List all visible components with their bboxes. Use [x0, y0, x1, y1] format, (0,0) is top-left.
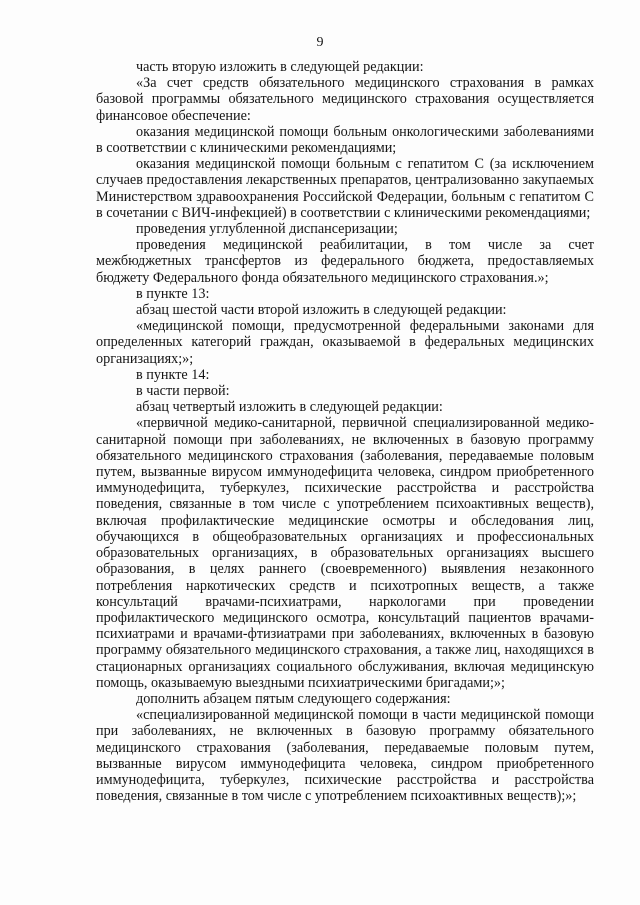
- document-body: [96, 59, 594, 804]
- paragraph: оказания медицинской помощи больным онкологическими заболеваниями в соответствии с клиническими рекомендациями;: [96, 123, 594, 157]
- page-number: 9: [316, 35, 324, 50]
- paragraph: в части первой:: [136, 383, 230, 400]
- paragraph: часть вторую изложить в следующей редакции:: [136, 59, 424, 75]
- paragraph: в пункте 14:: [136, 366, 210, 383]
- paragraph: дополнить абзацем пятым следующего содержания:: [136, 690, 451, 707]
- paragraph: «первичной медико-санитарной, первичной специализированной медико-санитарной помощи при заболеваниях, не включенных в базовую программу обязательного медицинского страхования (заболевания, передаваемые половым путем, вызванные вирусом иммунодефицита человека, синдром приобретенного иммунодефицита, туберкулез, психические расстройства и расстройства поведения, связанные в том числе с употреблением психоактивных веществ), включая профилактические медицинские осмотры и обследования лиц, обучающихся в общеобразовательных организациях и профессиональных образовательных организациях, в образовательных организациях высшего образования, в целях раннего (своевременного) выявления незаконного потребления наркотических средств и психотропных веществ, а также консультаций врачами-психиатрами, наркологами при проведении профилактического медицинского осмотра, консультаций пациентов врачами-психиатрами и врачами-фтизиатрами при заболеваниях, включенных в базовую программу обязательного медицинского страхования, а также лиц, находящихся в стационарных организациях социального обслуживания, включая медицинскую помощь, оказываемую выездными психиатрическими бригадами;»;: [96, 415, 594, 691]
- paragraph: «специализированной медицинской помощи в части медицинской помощи при заболеваниях, не включенных в базовую программу обязательного медицинского страхования (заболевания, передаваемые половым путем, вызванные вирусом иммунодефицита человека, синдром приобретенного иммунодефицита, туберкулез, психические расстройства и расстройства поведения, связанные в том числе с употреблением психоактивных веществ);»;: [96, 707, 594, 805]
- paragraph: оказания медицинской помощи больным с гепатитом С (за исключением случаев предоставления лекарственных препаратов, централизованно закупаемых Министерством здравоохранения Российской Федерации, больным с гепатитом С в сочетании с ВИЧ-инфекцией) в соответствии с клиническими рекомендациями;: [96, 156, 594, 221]
- paragraph: «За счет средств обязательного медицинского страхования в рамках базовой программы обязательного медицинского страхования осуществляется финансовое обеспечение:: [96, 75, 594, 124]
- paragraph: проведения углубленной диспансеризации;: [136, 221, 398, 238]
- paragraph: в пункте 13:: [136, 285, 210, 302]
- paragraph: проведения медицинской реабилитации, в том числе за счет межбюджетных трансфертов из федерального бюджета, предоставляемых бюджету Федерального фонда обязательного медицинского страхования.»;: [96, 237, 594, 286]
- paragraph: абзац четвертый изложить в следующей редакции:: [136, 399, 443, 416]
- paragraph: «медицинской помощи, предусмотренной федеральными законами для определенных категорий граждан, оказываемой в федеральных медицинских организациях;»;: [96, 318, 594, 367]
- paragraph: абзац шестой части второй изложить в следующей редакции:: [136, 302, 507, 319]
